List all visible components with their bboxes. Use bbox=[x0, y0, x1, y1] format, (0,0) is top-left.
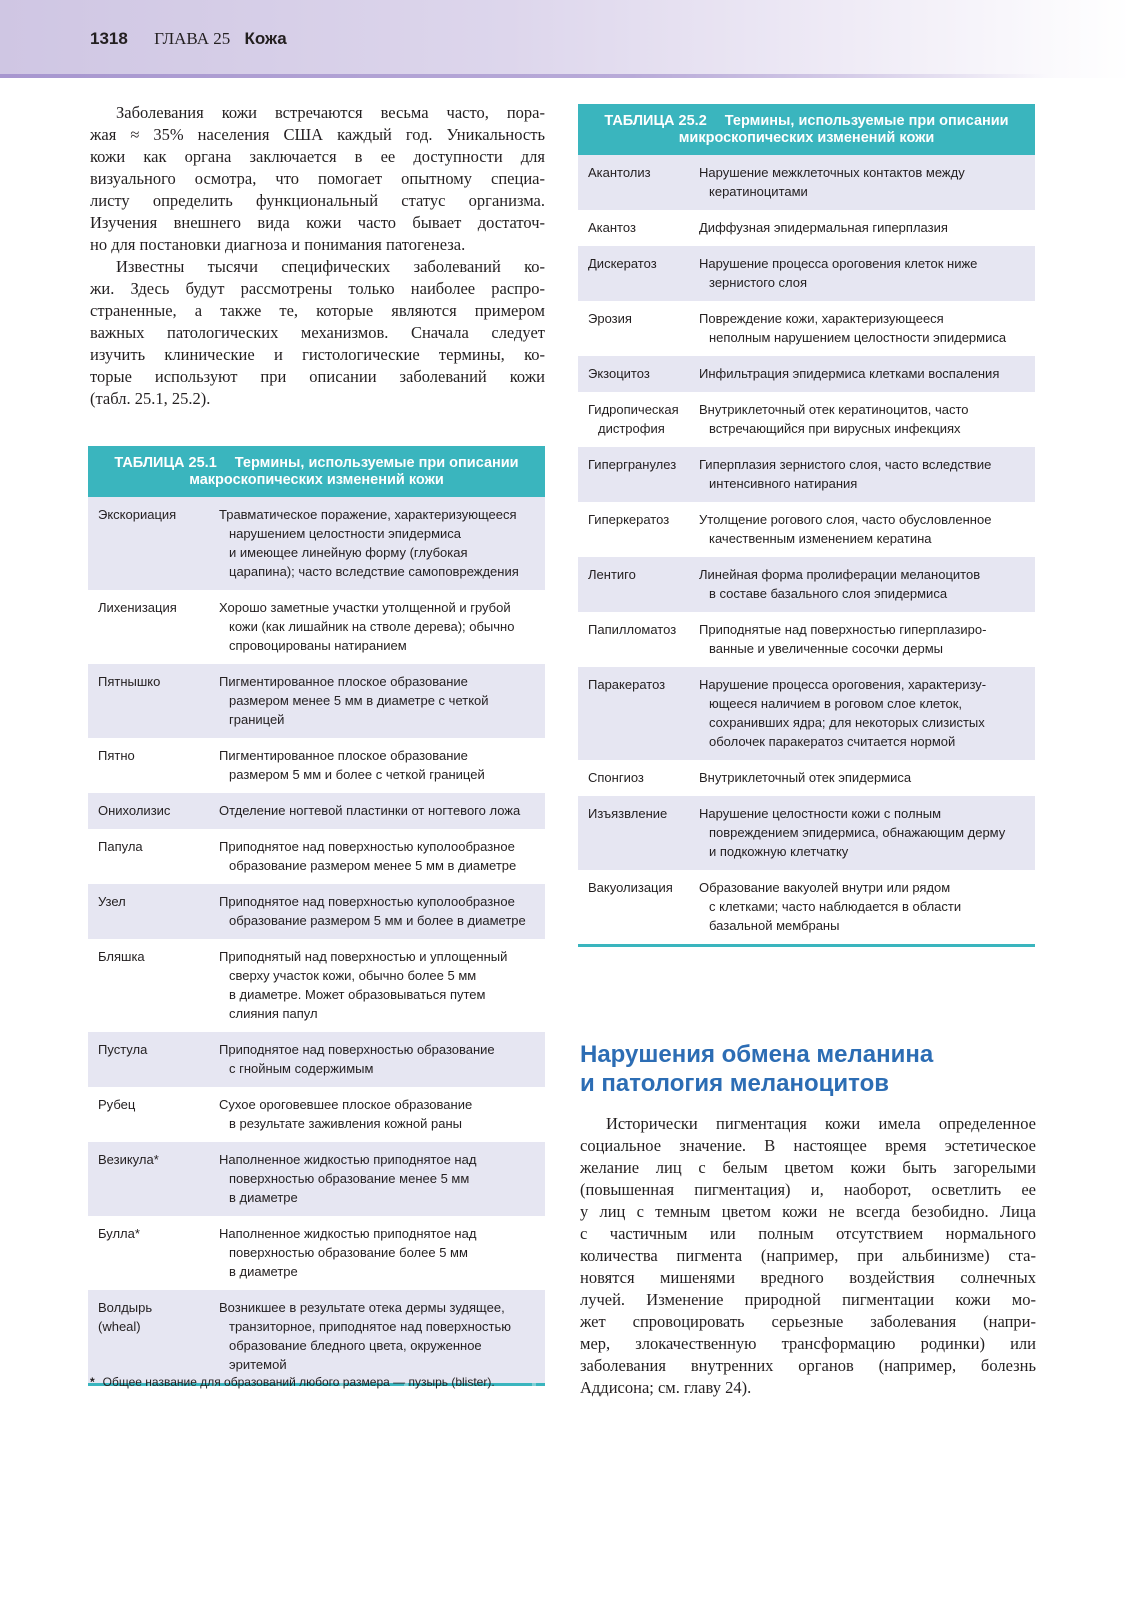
table-25-2-term bbox=[578, 565, 699, 603]
table-25-1-definition-line: слияния папул bbox=[229, 1006, 318, 1021]
table-25-2-row bbox=[578, 796, 1035, 870]
table-25-2-definition-line: базальной мембраны bbox=[709, 918, 840, 933]
table-25-1-definition-line: Травматическое поражение, характеризующееся bbox=[219, 507, 517, 522]
table-25-1-term-line: Пятнышко bbox=[98, 674, 161, 689]
table-25-1-definition bbox=[219, 1040, 545, 1078]
table-25-2-row bbox=[578, 667, 1035, 760]
table-25-1-definition-line: нарушением целостности эпидермиса bbox=[229, 526, 462, 541]
table-25-1-definition-line: Приподнятое над поверхностью образование bbox=[219, 1042, 495, 1057]
table-25-2-term bbox=[578, 218, 699, 237]
table-25-2-term-line: Гиперкератоз bbox=[588, 512, 670, 527]
table-25-2-row bbox=[578, 210, 1035, 246]
table-25-2-row bbox=[578, 155, 1035, 210]
table-25-2-term bbox=[578, 804, 699, 861]
table-25-1-definition bbox=[219, 837, 545, 875]
table-25-2-term-line: Паракератоз bbox=[588, 677, 666, 692]
table-25-2-definition-line: Нарушение межклеточных контактов между bbox=[699, 165, 965, 180]
table-25-2-definition-line: Нарушение целостности кожи с полным bbox=[699, 806, 942, 821]
table-25-1-definition-line: в результате заживления кожной раны bbox=[229, 1116, 463, 1131]
table-25-1-term-line: Везикула* bbox=[98, 1152, 159, 1167]
table-25-2-row bbox=[578, 870, 1035, 944]
table-25-2-term-line: Изъязвление bbox=[588, 806, 668, 821]
table-25-2-term bbox=[578, 364, 699, 383]
table-25-1-term bbox=[88, 1150, 219, 1207]
page-number: 1318 bbox=[90, 29, 128, 48]
intro-text bbox=[90, 102, 545, 410]
table-25-1-term bbox=[88, 947, 219, 1023]
table-25-2-term-line: Вакуолизация bbox=[588, 880, 673, 895]
table-25-2-definition-line: повреждением эпидермиса, обнажающим дерму bbox=[709, 825, 1006, 840]
table-25-2-row bbox=[578, 502, 1035, 557]
table-25-1-definition-line: Наполненное жидкостью приподнятое над bbox=[219, 1226, 477, 1241]
footnote-mark: * bbox=[90, 1375, 95, 1389]
table-25-2-row bbox=[578, 557, 1035, 612]
table-25-2-term bbox=[578, 309, 699, 347]
table-25-2-definition bbox=[699, 768, 1035, 787]
table-25-1-definition-line: в диаметре. Может образовываться путем bbox=[229, 987, 486, 1002]
table-25-2-title-line2: микроскопических изменений кожи bbox=[678, 130, 935, 146]
table-25-1-definition bbox=[219, 801, 545, 820]
section-paragraph-1-line: жет спровоцировать серьезные заболевания (напри- bbox=[580, 1312, 1036, 1331]
table-25-1-definition-line: размером 5 мм и более с четкой границей bbox=[229, 767, 485, 782]
table-25-2-number: ТАБЛИЦА 25.2 bbox=[604, 113, 707, 129]
intro-paragraph-2-line: важных патологических механизмов. Сначала следует bbox=[90, 323, 545, 342]
table-25-2-term bbox=[578, 400, 699, 438]
table-25-2-row bbox=[578, 447, 1035, 502]
table-25-1-definition bbox=[219, 1298, 545, 1374]
table-25-1-definition-line: транзиторное, приподнятое над поверхностью bbox=[229, 1319, 511, 1334]
table-25-2-definition-line: встречающийся при вирусных инфекциях bbox=[709, 421, 961, 436]
table-25-2-header bbox=[578, 104, 1035, 155]
table-25-2-definition bbox=[699, 218, 1035, 237]
table-25-2-row bbox=[578, 392, 1035, 447]
table-25-2-definition-line: качественным изменением кератина bbox=[709, 531, 932, 546]
table-25-2-term-line: Эрозия bbox=[588, 311, 632, 326]
table-25-2-definition bbox=[699, 163, 1035, 201]
table-25-1-term-line: Бляшка bbox=[98, 949, 145, 964]
table-25-1-definition bbox=[219, 1224, 545, 1281]
table-25-1-term-line: Волдырь bbox=[98, 1300, 153, 1315]
table-25-1-definition-line: Возникшее в результате отека дермы зудящее, bbox=[219, 1300, 505, 1315]
table-25-1-definition-line: сверху участок кожи, обычно более 5 мм bbox=[229, 968, 477, 983]
table-25-2-row bbox=[578, 246, 1035, 301]
table-25-2-definition-line: Диффузная эпидермальная гиперплазия bbox=[699, 220, 948, 235]
table-25-1-row bbox=[88, 829, 545, 884]
table-25-1-row bbox=[88, 738, 545, 793]
table-25-1-definition bbox=[219, 746, 545, 784]
table-25-2-row bbox=[578, 301, 1035, 356]
table-25-1-row bbox=[88, 497, 545, 590]
table-25-1-term bbox=[88, 505, 219, 581]
intro-paragraph-2-line: Известны тысячи специфических заболеваний ко- bbox=[116, 257, 545, 276]
table-25-2-bottom-rule bbox=[578, 944, 1035, 947]
intro-paragraph-2-line: страненные, а также те, которые являются примером bbox=[90, 301, 545, 320]
table-25-2-term bbox=[578, 768, 699, 787]
table-25-1-definition-line: границей bbox=[229, 712, 285, 727]
intro-paragraph-1-line: Изучения внешнего вида кожи часто бывает достаточ- bbox=[90, 213, 545, 232]
table-25-2-term bbox=[578, 254, 699, 292]
table-25-1-term bbox=[88, 672, 219, 729]
table-25-2-definition bbox=[699, 309, 1035, 347]
table-25-1-definition-line: образование размером 5 мм и более в диаметре bbox=[229, 913, 526, 928]
table-25-1-definition-line: спровоцированы натиранием bbox=[229, 638, 407, 653]
table-25-2-definition-line: ющееся наличием в роговом слое клеток, bbox=[709, 696, 963, 711]
table-25-2-definition-line: с клетками; часто наблюдается в области bbox=[709, 899, 962, 914]
table-25-1-definition-line: Пигментированное плоское образование bbox=[219, 674, 468, 689]
table-25-1-definition-line: Пигментированное плоское образование bbox=[219, 748, 468, 763]
table-25-2-definition-line: оболочек паракератоз считается нормой bbox=[709, 734, 956, 749]
chapter-label: ГЛАВА 25 bbox=[154, 29, 231, 48]
table-25-1-definition bbox=[219, 1095, 545, 1133]
section-paragraph-1-line: заболевания внутренних органов (например, болезнь bbox=[580, 1356, 1036, 1375]
table-25-1-term bbox=[88, 801, 219, 820]
section-paragraph-1-line: новятся мишенями вредного воздействия солнечных bbox=[580, 1268, 1036, 1287]
table-25-2-term-line: Гипергранулез bbox=[588, 457, 677, 472]
table-25-1-term bbox=[88, 892, 219, 930]
table-25-1-definition-line: размером менее 5 мм в диаметре с четкой bbox=[229, 693, 489, 708]
table-25-1-definition-line: поверхностью образование более 5 мм bbox=[229, 1245, 468, 1260]
section-paragraph-1-line: мер, злокачественную трансформацию родинки) или bbox=[580, 1334, 1036, 1353]
table-25-2-term-line: Акантолиз bbox=[588, 165, 651, 180]
table-25-1-definition bbox=[219, 505, 545, 581]
table-25-2-definition bbox=[699, 804, 1035, 861]
table-25-1-row bbox=[88, 1087, 545, 1142]
table-25-1-definition-line: Отделение ногтевой пластинки от ногтевого ложа bbox=[219, 803, 521, 818]
table-25-2-definition-line: кератиноцитами bbox=[709, 184, 808, 199]
table-25-2-term bbox=[578, 620, 699, 658]
table-25-2-definition bbox=[699, 455, 1035, 493]
table-25-2-definition bbox=[699, 364, 1035, 383]
table-25-2-term bbox=[578, 163, 699, 201]
table-25-2-definition-line: Утолщение рогового слоя, часто обусловленное bbox=[699, 512, 992, 527]
table-25-1-footnote bbox=[90, 1374, 550, 1390]
table-25-1-term-line: Экскориация bbox=[98, 507, 177, 522]
table-25-1-term-line: Узел bbox=[98, 894, 126, 909]
table-25-1-term-line: Лихенизация bbox=[98, 600, 177, 615]
table-25-1-definition bbox=[219, 598, 545, 655]
table-25-2-definition-line: и подкожную клетчатку bbox=[709, 844, 849, 859]
table-25-1-definition bbox=[219, 892, 545, 930]
table-25-2-definition bbox=[699, 565, 1035, 603]
table-25-2-definition-line: сохранивших ядра; для некоторых слизистых bbox=[709, 715, 985, 730]
table-25-1-number: ТАБЛИЦА 25.1 bbox=[114, 455, 217, 471]
running-head bbox=[90, 28, 287, 50]
table-25-2-definition bbox=[699, 254, 1035, 292]
table-25-1-term-line: Пустула bbox=[98, 1042, 148, 1057]
table-25-1-row bbox=[88, 1142, 545, 1216]
table-25-2 bbox=[578, 104, 1035, 947]
table-25-1-term-line: Булла* bbox=[98, 1226, 140, 1241]
table-25-2-definition-line: Образование вакуолей внутри или рядом bbox=[699, 880, 951, 895]
table-25-2-definition-line: неполным нарушением целостности эпидермиса bbox=[709, 330, 1007, 345]
table-25-1-term bbox=[88, 1095, 219, 1133]
intro-paragraph-1-line: листу определить функциональный статус организма. bbox=[90, 191, 545, 210]
section-text bbox=[580, 1113, 1036, 1399]
table-25-1-term bbox=[88, 1224, 219, 1281]
table-25-1-definition-line: и имеющее линейную форму (глубокая bbox=[229, 545, 468, 560]
table-25-1-term bbox=[88, 837, 219, 875]
table-25-1-row bbox=[88, 939, 545, 1032]
intro-paragraph-1-line: Заболевания кожи встречаются весьма часто, пора- bbox=[116, 103, 545, 122]
table-25-2-term bbox=[578, 455, 699, 493]
table-25-2-definition-line: Нарушение процесса ороговения, характеризу- bbox=[699, 677, 987, 692]
table-25-2-term-line: Акантоз bbox=[588, 220, 636, 235]
table-25-1-definition-line: Хорошо заметные участки утолщенной и грубой bbox=[219, 600, 511, 615]
table-25-2-term-line: Папилломатоз bbox=[588, 622, 677, 637]
table-25-2-definition bbox=[699, 878, 1035, 935]
table-25-2-definition-line: зернистого слоя bbox=[709, 275, 808, 290]
table-25-1-row bbox=[88, 884, 545, 939]
table-25-2-term-line: Спонгиоз bbox=[588, 770, 644, 785]
table-25-1-row bbox=[88, 1216, 545, 1290]
table-25-1-title-line2: макроскопических изменений кожи bbox=[189, 472, 444, 488]
section-paragraph-1-line: лучей. Изменение природной пигментации кожи мо- bbox=[580, 1290, 1036, 1309]
table-25-1-term bbox=[88, 598, 219, 655]
table-25-1-title-line1: Термины, используемые при описании bbox=[234, 455, 519, 471]
table-25-1-definition-line: с гнойным содержимым bbox=[229, 1061, 374, 1076]
table-25-2-term bbox=[578, 675, 699, 751]
table-25-1-term-line: Онихолизис bbox=[98, 803, 171, 818]
table-25-2-definition bbox=[699, 675, 1035, 751]
table-25-1-definition-line: Приподнятый над поверхностью и уплощенный bbox=[219, 949, 508, 964]
intro-paragraph-1-line: визуального осмотра, что помогает опытному специа- bbox=[90, 169, 545, 188]
table-25-2-definition-line: Линейная форма пролиферации меланоцитов bbox=[699, 567, 981, 582]
table-25-2-row bbox=[578, 760, 1035, 796]
table-25-2-row bbox=[578, 612, 1035, 667]
table-25-1-definition-line: Приподнятое над поверхностью куполообразное bbox=[219, 839, 515, 854]
table-25-2-term-line: Дискератоз bbox=[588, 256, 657, 271]
table-25-2-row bbox=[578, 356, 1035, 392]
table-25-1-term bbox=[88, 1298, 219, 1374]
table-25-1-definition-line: царапина); часто вследствие самоповреждения bbox=[229, 564, 519, 579]
section-paragraph-1-line: социальное значение. В настоящее время эстетическое bbox=[580, 1136, 1036, 1155]
intro-paragraph-1-line: кожи как органа заключается в ее доступности для bbox=[90, 147, 545, 166]
table-25-1-definition-line: в диаметре bbox=[229, 1190, 298, 1205]
table-25-2-definition-line: Внутриклеточный отек эпидермиса bbox=[699, 770, 912, 785]
table-25-1-definition bbox=[219, 1150, 545, 1207]
table-25-1-row bbox=[88, 1032, 545, 1087]
intro-paragraph-2-line: (табл. 25.1, 25.2). bbox=[90, 389, 211, 408]
table-25-1-row bbox=[88, 590, 545, 664]
table-25-1-term-line: (wheal) bbox=[98, 1319, 141, 1334]
table-25-1-definition-line: кожи (как лишайник на стволе дерева); обычно bbox=[229, 619, 515, 634]
intro-paragraph-2-line: торые используют при описании заболеваний кожи bbox=[90, 367, 545, 386]
intro-paragraph-1-line: но для постановки диагноза и понимания патогенеза. bbox=[90, 235, 466, 254]
table-25-1-definition-line: в диаметре bbox=[229, 1264, 298, 1279]
table-25-1-row bbox=[88, 664, 545, 738]
table-25-1-term-line: Рубец bbox=[98, 1097, 136, 1112]
table-25-1-header bbox=[88, 446, 545, 497]
table-25-2-definition bbox=[699, 620, 1035, 658]
table-25-1-definition-line: образование бледного цвета, окруженное bbox=[229, 1338, 482, 1353]
table-25-1-row bbox=[88, 1290, 545, 1383]
table-25-1-term-line: Папула bbox=[98, 839, 143, 854]
table-25-2-term bbox=[578, 510, 699, 548]
table-25-2-term-line: дистрофия bbox=[598, 421, 665, 436]
table-25-2-term-line: Гидропическая bbox=[588, 402, 679, 417]
table-25-1-definition-line: Сухое ороговевшее плоское образование bbox=[219, 1097, 473, 1112]
table-25-1-term-line: Пятно bbox=[98, 748, 135, 763]
table-25-2-definition bbox=[699, 510, 1035, 548]
table-25-2-title-line1: Термины, используемые при описании bbox=[724, 113, 1009, 129]
table-25-2-definition-line: ванные и увеличенные сосочки дермы bbox=[709, 641, 943, 656]
table-25-1 bbox=[88, 446, 545, 1386]
table-25-1-definition-line: образование размером менее 5 мм в диаметре bbox=[229, 858, 517, 873]
table-25-1-definition-line: поверхностью образование менее 5 мм bbox=[229, 1171, 470, 1186]
table-25-2-definition-line: Инфильтрация эпидермиса клетками воспаления bbox=[699, 366, 1000, 381]
table-25-1-body bbox=[88, 497, 545, 1383]
section-paragraph-1-line: (повышенная пигментация) и, наоборот, осветлить ее bbox=[580, 1180, 1036, 1199]
table-25-2-definition-line: в составе базального слоя эпидермиса bbox=[709, 586, 948, 601]
table-25-1-definition bbox=[219, 947, 545, 1023]
table-25-2-definition-line: Гиперплазия зернистого слоя, часто вследствие bbox=[699, 457, 992, 472]
section-paragraph-1 bbox=[580, 1113, 1036, 1399]
section-heading-line2: и патология меланоцитов bbox=[580, 1070, 889, 1097]
table-25-2-definition-line: Внутриклеточный отек кератиноцитов, часто bbox=[699, 402, 969, 417]
section-paragraph-1-line: Исторически пигментация кожи имела определенное bbox=[606, 1114, 1036, 1133]
intro-paragraph-1-line: жая ≈ 35% населения США каждый год. Уникальность bbox=[90, 125, 545, 144]
section-paragraph-1-line: Аддисона; см. главу 24). bbox=[580, 1378, 752, 1397]
section-paragraph-1-line: с частичным или полным отсутствием нормального bbox=[580, 1224, 1036, 1243]
footnote-text: Общее название для образований любого размера — пузырь (blister). bbox=[102, 1375, 495, 1389]
chapter-title: Кожа bbox=[244, 29, 287, 48]
table-25-1-definition bbox=[219, 672, 545, 729]
table-25-1-term bbox=[88, 746, 219, 784]
table-25-2-definition bbox=[699, 400, 1035, 438]
intro-paragraph-2-line: жи. Здесь будут рассмотрены только наиболее распро- bbox=[90, 279, 545, 298]
header-rule bbox=[0, 74, 1050, 78]
section-heading-line1: Нарушения обмена меланина bbox=[580, 1041, 934, 1068]
table-25-1-definition-line: эритемой bbox=[229, 1357, 287, 1372]
intro-paragraph-2 bbox=[90, 256, 545, 410]
table-25-1-row bbox=[88, 793, 545, 829]
table-25-2-definition-line: Повреждение кожи, характеризующееся bbox=[699, 311, 944, 326]
table-25-2-definition-line: Нарушение процесса ороговения клеток ниже bbox=[699, 256, 978, 271]
table-25-1-term bbox=[88, 1040, 219, 1078]
section-heading bbox=[580, 1040, 1040, 1098]
table-25-2-definition-line: Приподнятые над поверхностью гиперплазиро- bbox=[699, 622, 987, 637]
section-paragraph-1-line: количества пигмента (например, при альбинизме) ста- bbox=[580, 1246, 1036, 1265]
section-paragraph-1-line: желание лиц с белым цветом кожи быть загорелыми bbox=[580, 1158, 1036, 1177]
intro-paragraph-1 bbox=[90, 102, 545, 256]
table-25-1-definition-line: Приподнятое над поверхностью куполообразное bbox=[219, 894, 515, 909]
intro-paragraph-2-line: изучить клинические и гистологические термины, ко- bbox=[90, 345, 545, 364]
table-25-2-term bbox=[578, 878, 699, 935]
table-25-2-term-line: Лентиго bbox=[588, 567, 636, 582]
table-25-1-definition-line: Наполненное жидкостью приподнятое над bbox=[219, 1152, 477, 1167]
table-25-2-body bbox=[578, 155, 1035, 944]
table-25-2-term-line: Экзоцитоз bbox=[588, 366, 650, 381]
table-25-2-definition-line: интенсивного натирания bbox=[709, 476, 858, 491]
section-paragraph-1-line: у лиц с темным цветом кожи не всегда безобидно. Лица bbox=[580, 1202, 1036, 1221]
